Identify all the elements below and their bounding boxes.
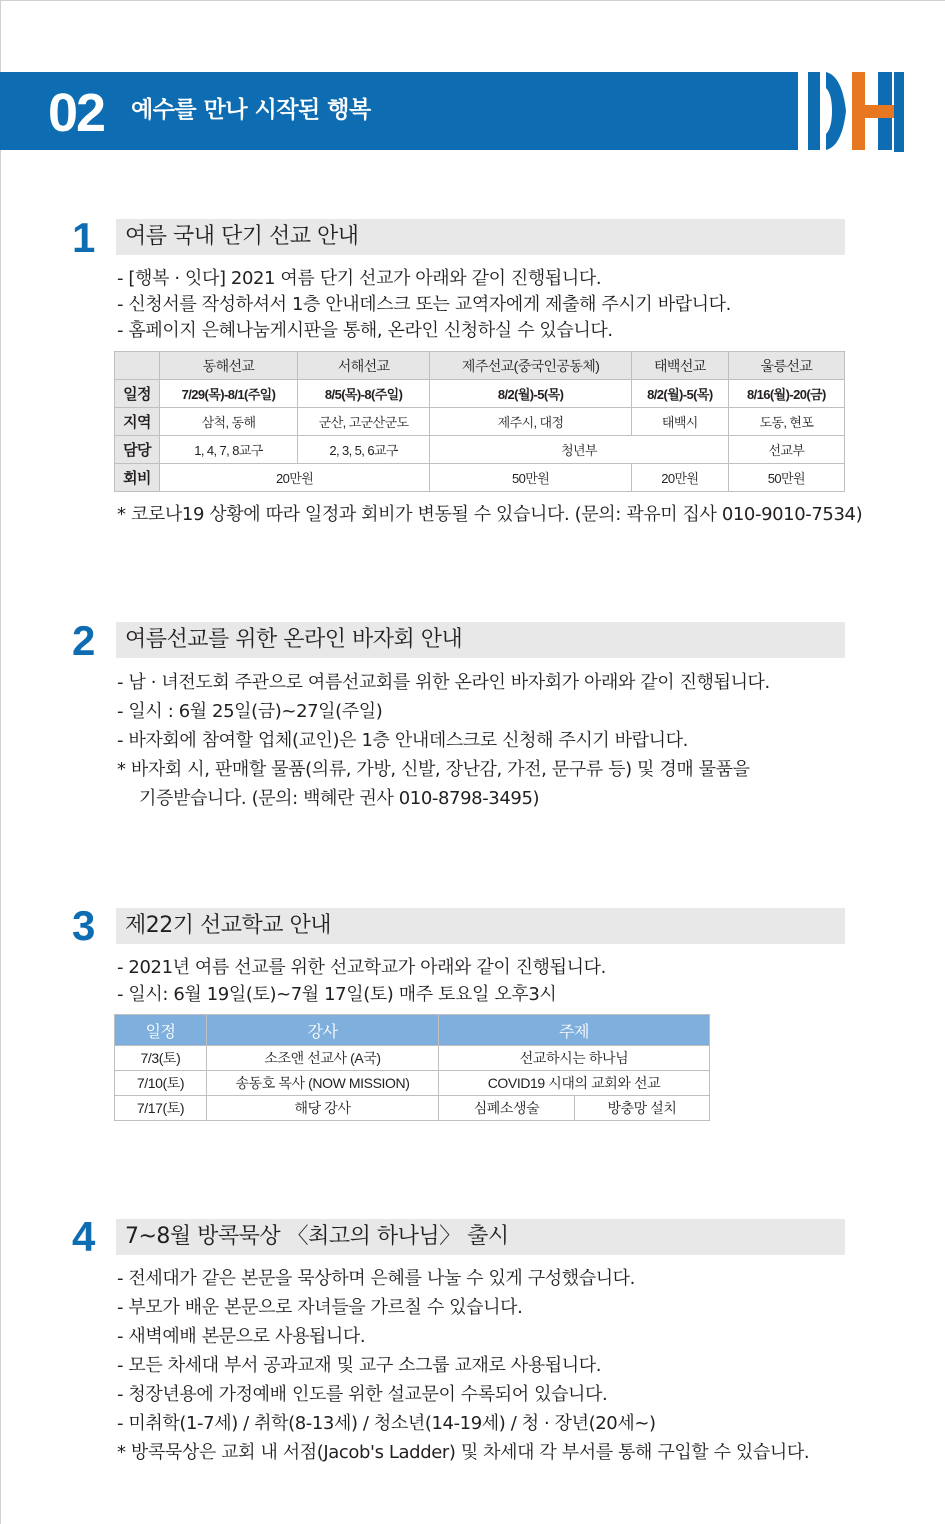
table-cell: 50만원 bbox=[728, 464, 844, 492]
mission-column-header: 제주선교(중국인공동체) bbox=[430, 352, 632, 380]
table-cell: 해당 강사 bbox=[207, 1096, 439, 1121]
table-cell: 심폐소생술 bbox=[439, 1096, 575, 1121]
section-3-title: 제22기 선교학교 안내 bbox=[125, 913, 331, 938]
table-cell: 선교하시는 하나님 bbox=[439, 1046, 710, 1071]
table-row bbox=[115, 408, 845, 436]
mission-column-header: 서해선교 bbox=[298, 352, 430, 380]
section-2-line: 기증받습니다. (문의: 백혜란 권사 010-8798-3495) bbox=[139, 788, 540, 809]
school-table bbox=[114, 1014, 710, 1121]
section-4-line: - 모든 차세대 부서 공과교재 및 교구 소그룹 교재로 사용됩니다. bbox=[117, 1355, 602, 1376]
table-cell: 삼척, 동해 bbox=[160, 408, 298, 436]
left-border bbox=[0, 0, 1, 1524]
table-cell: 소조앤 선교사 (A국) bbox=[207, 1046, 439, 1071]
row-label: 담당 bbox=[115, 436, 160, 464]
section-1-note: * 코로나19 상황에 따라 일정과 회비가 변동될 수 있습니다. (문의: 곽유미 집사 010-9010-7534) bbox=[117, 504, 863, 525]
row-label: 회비 bbox=[115, 464, 160, 492]
section-4-line: - 전세대가 같은 본문을 묵상하며 은혜를 나눌 수 있게 구성했습니다. bbox=[117, 1268, 635, 1289]
section-2-line: - 일시 : 6월 25일(금)~27일(주일) bbox=[117, 701, 383, 722]
section-2-number: 2 bbox=[72, 617, 96, 664]
table-cell: 7/10(토) bbox=[115, 1071, 207, 1096]
row-label: 일정 bbox=[115, 380, 160, 408]
table-cell: 7/3(토) bbox=[115, 1046, 207, 1071]
table-row bbox=[115, 380, 845, 408]
section-2-line: - 남 · 녀전도회 주관으로 여름선교회를 위한 온라인 바자회가 아래와 같이 진행됩니다. bbox=[117, 672, 770, 693]
header-banner bbox=[0, 72, 798, 150]
table-cell: 8/2(월)-5(목) bbox=[430, 380, 632, 408]
section-1-line: - 홈페이지 은혜나눔게시판을 통해, 온라인 신청하실 수 있습니다. bbox=[117, 320, 613, 341]
table-cell: 2, 3, 5, 6교구 bbox=[298, 436, 430, 464]
section-2-line: * 바자회 시, 판매할 물품(의류, 가방, 신발, 장난감, 가전, 문구류 등) 및 경매 물품을 bbox=[117, 759, 750, 780]
header-number: 02 bbox=[48, 83, 105, 143]
school-column-header: 주제 bbox=[439, 1015, 710, 1046]
section-4-line: * 방콕묵상은 교회 내 서점(Jacob's Ladder) 및 차세대 각 부서를 통해 구입할 수 있습니다. bbox=[117, 1442, 810, 1463]
section-1-line: - 신청서를 작성하셔서 1층 안내데스크 또는 교역자에게 제출해 주시기 바랍니다. bbox=[117, 294, 731, 315]
top-border bbox=[0, 0, 945, 1]
table-cell: 1, 4, 7, 8교구 bbox=[160, 436, 298, 464]
section-2-title: 여름선교를 위한 온라인 바자회 안내 bbox=[125, 627, 463, 652]
section-4-line: - 미취학(1-7세) / 취학(8-13세) / 청소년(14-19세) / 청 · 장년(20세~) bbox=[117, 1413, 656, 1434]
section-4-title: 7~8월 방콕묵상 〈최고의 하나님〉 출시 bbox=[125, 1224, 509, 1249]
section-4-line: - 부모가 배운 본문으로 자녀들을 가르칠 수 있습니다. bbox=[117, 1297, 523, 1318]
table-cell: 방충망 설치 bbox=[575, 1096, 710, 1121]
table-row bbox=[115, 1096, 710, 1121]
section-4-line: - 새벽예배 본문으로 사용됩니다. bbox=[117, 1326, 366, 1347]
section-1-title: 여름 국내 단기 선교 안내 bbox=[125, 224, 359, 249]
section-3-line: - 2021년 여름 선교를 위한 선교학교가 아래와 같이 진행됩니다. bbox=[117, 957, 606, 978]
section-1-number: 1 bbox=[72, 214, 96, 261]
table-cell: COVID19 시대의 교회와 선교 bbox=[439, 1071, 710, 1096]
table-cell: 20만원 bbox=[631, 464, 728, 492]
section-3-number: 3 bbox=[72, 902, 96, 949]
mission-table-corner bbox=[115, 352, 160, 380]
school-column-header: 일정 bbox=[115, 1015, 207, 1046]
table-row bbox=[115, 1046, 710, 1071]
table-cell: 8/16(월)-20(금) bbox=[728, 380, 844, 408]
mission-column-header: 울릉선교 bbox=[728, 352, 844, 380]
section-4-line: - 청장년용에 가정예배 인도를 위한 설교문이 수록되어 있습니다. bbox=[117, 1384, 608, 1405]
table-row bbox=[115, 436, 845, 464]
table-cell: 제주시, 대정 bbox=[430, 408, 632, 436]
table-cell: 군산, 고군산군도 bbox=[298, 408, 430, 436]
mission-column-header: 동해선교 bbox=[160, 352, 298, 380]
table-cell: 8/2(월)-5(목) bbox=[631, 380, 728, 408]
section-2-line: - 바자회에 참여할 업체(교인)은 1층 안내데스크로 신청해 주시기 바랍니다. bbox=[117, 730, 688, 751]
mission-table bbox=[114, 351, 845, 492]
table-cell: 50만원 bbox=[430, 464, 632, 492]
table-row bbox=[115, 464, 845, 492]
section-3-line: - 일시: 6월 19일(토)~7월 17일(토) 매주 토요일 오후3시 bbox=[117, 984, 557, 1005]
school-column-header: 강사 bbox=[207, 1015, 439, 1046]
table-row bbox=[115, 1071, 710, 1096]
section-4-number: 4 bbox=[72, 1213, 96, 1260]
table-cell: 20만원 bbox=[160, 464, 430, 492]
table-cell: 7/17(토) bbox=[115, 1096, 207, 1121]
section-1-line: - [행복 · 잇다] 2021 여름 단기 선교가 아래와 같이 진행됩니다. bbox=[117, 268, 602, 289]
table-cell: 8/5(목)-8(주일) bbox=[298, 380, 430, 408]
table-cell: 도동, 현포 bbox=[728, 408, 844, 436]
table-cell: 송동호 목사 (NOW MISSION) bbox=[207, 1071, 439, 1096]
table-cell: 선교부 bbox=[728, 436, 844, 464]
church-logo bbox=[806, 72, 906, 152]
row-label: 지역 bbox=[115, 408, 160, 436]
table-cell: 태백시 bbox=[631, 408, 728, 436]
table-cell: 7/29(목)-8/1(주일) bbox=[160, 380, 298, 408]
table-cell: 청년부 bbox=[430, 436, 729, 464]
mission-column-header: 태백선교 bbox=[631, 352, 728, 380]
header-title: 예수를 만나 시작된 행복 bbox=[131, 97, 371, 123]
